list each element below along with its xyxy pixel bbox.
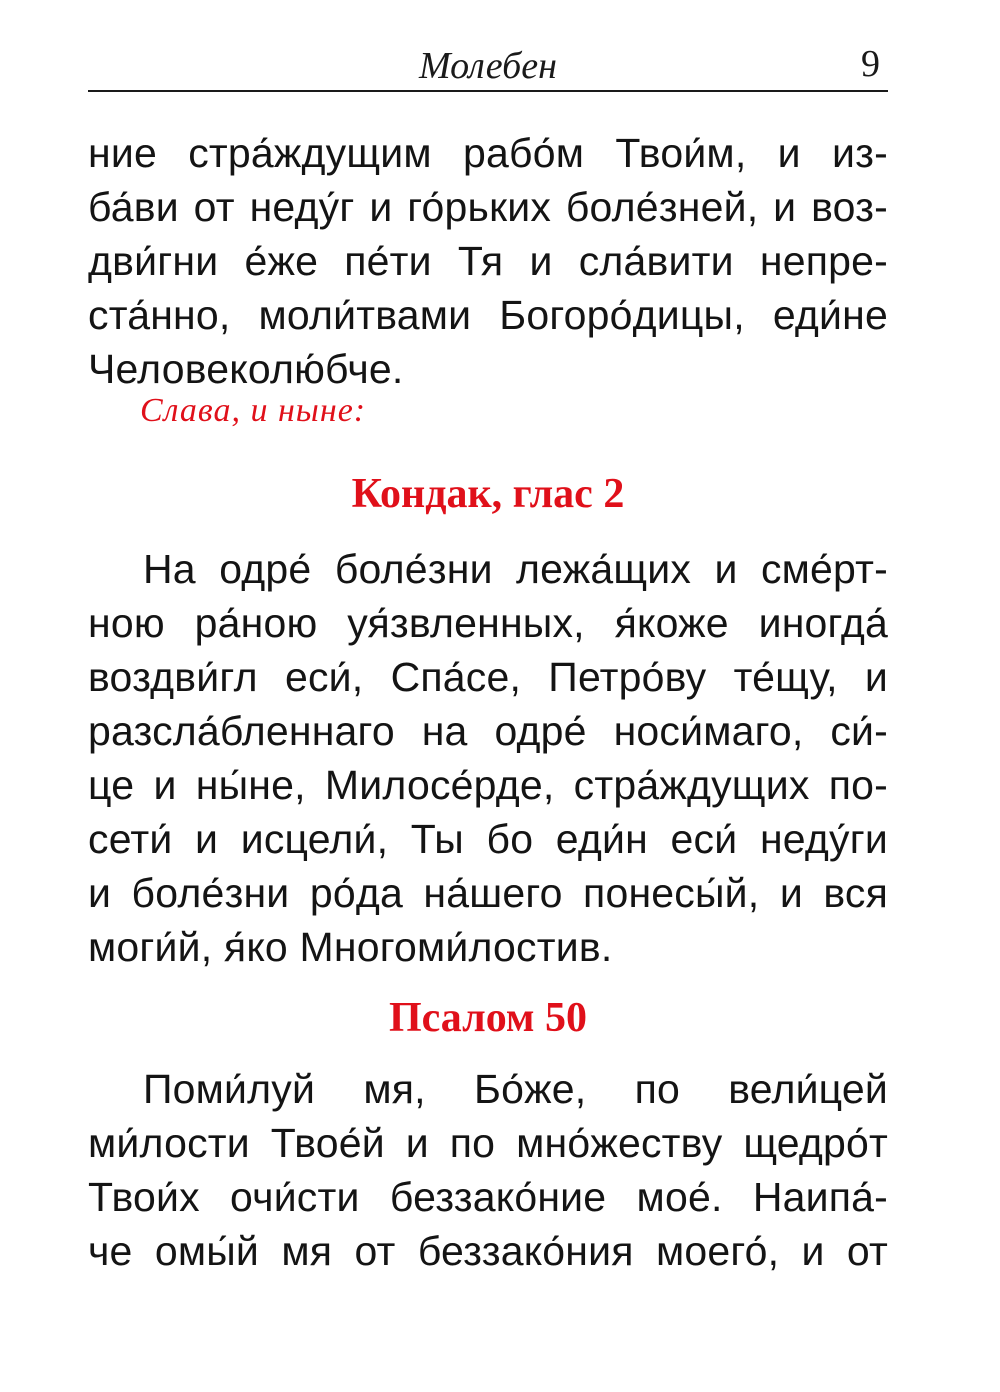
psalm-text [88, 1062, 888, 1278]
text-line: дви́гни е́же пе́ти Тя и сла́вити непре- [88, 238, 888, 284]
rubric-glory-now: Слава, и ныне: [140, 392, 367, 429]
text-line: ною ра́ною уя́звленных, я́коже иногда́ [88, 600, 888, 646]
text-line: На одре́ боле́зни лежа́щих и сме́рт- [143, 546, 888, 592]
text-line: ние стра́ждущим рабо́м Твои́м, и из- [88, 130, 888, 176]
text-line: ми́лости Твое́й и по мно́жеству щедро́т [88, 1120, 888, 1166]
page-number: 9 [861, 43, 880, 85]
kontakion-text [88, 542, 888, 974]
text-line: Твои́х очи́сти беззако́ние мое́. Наипа́- [88, 1174, 888, 1220]
psalm-heading: Псалом 50 [388, 995, 588, 1041]
text-line: и боле́зни ро́да на́шего понесы́й, и вся [88, 870, 888, 916]
text-line: разсла́бленнаго на одре́ носи́маго, си́- [88, 708, 888, 754]
text-line: че омы́й мя от беззако́ния моего́, и от [88, 1228, 888, 1274]
text-line: воздви́гл еси́, Спа́се, Петро́ву те́щу, и [88, 654, 888, 700]
text-line: сети́ и исцели́, Ты бо еди́н еси́ неду́ги [88, 816, 888, 862]
prayer-continuation [88, 126, 888, 396]
text-line: ба́ви от неду́г и го́рьких боле́зней, и воз- [88, 184, 888, 230]
text-line: ста́нно, моли́твами Богоро́дицы, еди́не [88, 292, 888, 338]
kontakion-heading: Кондак, глас 2 [351, 471, 625, 517]
running-header [88, 38, 888, 92]
text-line: Человеколю́бче. [88, 346, 404, 392]
text-line: Поми́луй мя, Бо́же, по вели́цей [143, 1066, 888, 1112]
running-title: Молебен [419, 45, 557, 87]
text-line: це и ны́не, Милосе́рде, стра́ждущих по- [88, 762, 888, 808]
text-line: моги́й, я́ко Многоми́лостив. [88, 924, 613, 970]
